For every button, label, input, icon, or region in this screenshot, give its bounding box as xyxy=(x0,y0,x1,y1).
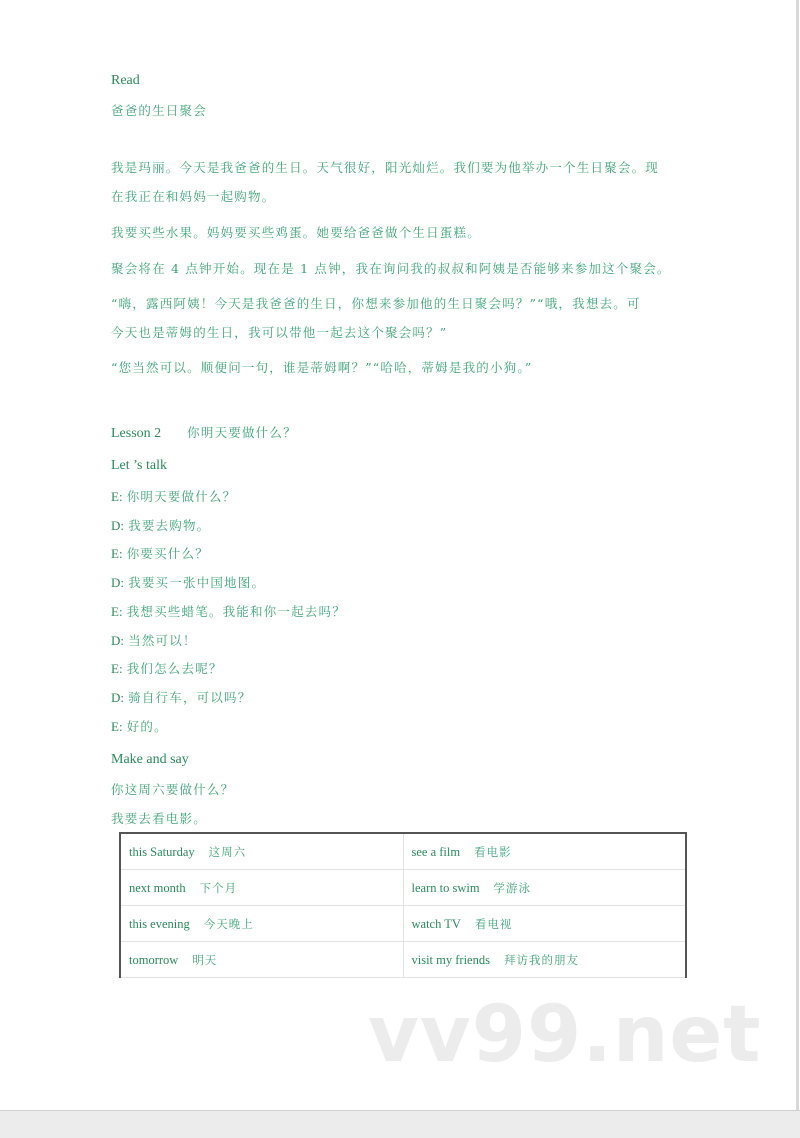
dialogue-line xyxy=(111,516,210,534)
chinese-phrase: 这周六 xyxy=(208,844,247,859)
english-phrase: this Saturday xyxy=(129,844,195,859)
chinese-phrase: 看电视 xyxy=(474,916,513,931)
paragraph: 聚会将在 4 点钟开始。现在是 1 点钟，我在询问我的叔叔和阿姨是否能够来参加这个聚会。 xyxy=(111,261,671,276)
dialogue-line xyxy=(111,688,251,706)
vocab-table xyxy=(119,832,687,978)
talk-heading: Let ’s talk xyxy=(111,458,167,473)
english-phrase: see a film xyxy=(411,844,461,859)
dialogue-line xyxy=(111,631,197,649)
line-text: 我们怎么去呢？ xyxy=(126,661,223,677)
dialogue-line xyxy=(111,487,236,505)
chinese-phrase: 明天 xyxy=(192,952,218,967)
speaker: D: xyxy=(111,689,124,705)
english-phrase: learn to swim xyxy=(411,880,480,895)
chinese-phrase: 拜访我的朋友 xyxy=(503,952,579,967)
dialogue-line xyxy=(111,602,346,620)
speaker: E: xyxy=(111,661,123,677)
speaker: E: xyxy=(111,489,123,504)
make-heading: Make and say xyxy=(111,752,189,767)
table-cell xyxy=(120,942,403,978)
speaker: D: xyxy=(111,517,124,533)
line-text: 我要去购物。 xyxy=(128,517,211,533)
english-phrase: watch TV xyxy=(411,916,461,931)
read-heading: Read xyxy=(111,73,140,88)
line-text: 我想买些蜡笔。我能和你一起去吗？ xyxy=(126,603,346,619)
line-text: 当然可以！ xyxy=(128,632,197,648)
line-text: 骑自行车，可以吗？ xyxy=(128,689,252,705)
chinese-phrase: 看电影 xyxy=(474,844,512,859)
english-phrase: visit my friends xyxy=(411,952,490,967)
speaker: E: xyxy=(111,546,123,562)
chinese-phrase: 下个月 xyxy=(199,880,238,895)
table-row xyxy=(120,906,686,942)
story-title: 爸爸的生日聚会 xyxy=(111,103,207,118)
table-row xyxy=(120,833,686,870)
speaker: E: xyxy=(111,718,123,734)
english-phrase: next month xyxy=(129,880,186,895)
chinese-phrase: 今天晚上 xyxy=(203,916,254,931)
speaker: E: xyxy=(111,603,123,619)
table-cell xyxy=(120,870,403,906)
paragraph: “您当然可以。顺便问一句，谁是蒂姆啊？”“哈哈，蒂姆是我的小狗。” xyxy=(111,360,533,375)
paragraph: 我要买些水果。妈妈要买些鸡蛋。她要给爸爸做个生日蛋糕。 xyxy=(111,225,481,240)
english-phrase: this evening xyxy=(129,916,190,931)
table-cell xyxy=(403,870,686,906)
dialogue-line xyxy=(111,717,168,735)
make-question: 你这周六要做什么？ xyxy=(111,782,235,797)
paragraph: 在我正在和妈妈一起购物。 xyxy=(111,189,276,204)
table-cell xyxy=(120,833,403,870)
table-cell xyxy=(403,833,686,870)
dialogue-line xyxy=(111,573,265,591)
line-text: 好的。 xyxy=(126,718,168,734)
speaker: D: xyxy=(111,632,124,648)
line-text: 你要买什么？ xyxy=(126,546,209,562)
bottom-bar xyxy=(0,1110,800,1138)
lesson-title: 你明天要做什么？ xyxy=(187,425,297,440)
english-phrase: tomorrow xyxy=(129,952,179,967)
watermark: vv99.net xyxy=(368,990,762,1080)
paragraph: “嗨，露西阿姨！今天是我爸爸的生日，你想来参加他的生日聚会吗？”“哦，我想去。可 xyxy=(111,296,641,311)
make-answer: 我要去看电影。 xyxy=(111,811,207,826)
dialogue-line xyxy=(111,544,209,562)
lesson-label: Lesson 2 xyxy=(111,426,162,441)
line-text: 你明天要做什么？ xyxy=(126,489,237,504)
lesson-heading xyxy=(111,423,297,442)
table-cell xyxy=(403,942,686,978)
chinese-phrase: 学游泳 xyxy=(493,880,532,895)
table-cell xyxy=(120,906,403,942)
line-text: 我要买一张中国地图。 xyxy=(128,575,266,591)
speaker: D: xyxy=(111,575,124,591)
paragraph: 我是玛丽。今天是我爸爸的生日。天气很好，阳光灿烂。我们要为他举办一个生日聚会。现 xyxy=(111,160,660,175)
table-row xyxy=(120,870,686,906)
dialogue-line xyxy=(111,659,223,677)
table-row xyxy=(120,942,686,978)
paragraph: 今天也是蒂姆的生日，我可以带他一起去这个聚会吗？” xyxy=(111,325,448,340)
table-cell xyxy=(403,906,686,942)
